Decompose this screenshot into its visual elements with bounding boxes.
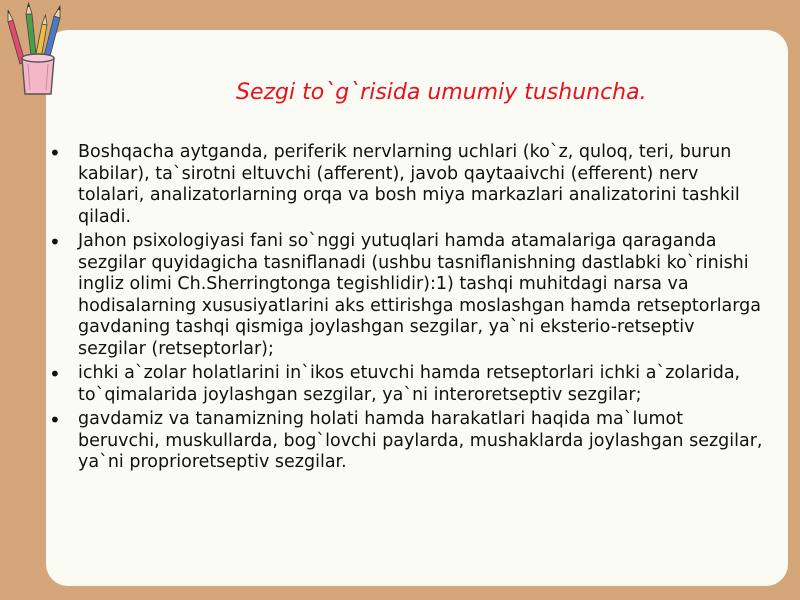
bullet-dot: • [49,362,61,386]
bullet-text: gavdamiz va tanamizning holati hamda harakatlari haqida ma`lumot beruvchi, muskullarda, bog`lovchi paylarda, mushaklarda joylashgan sezgilar, ya`ni proprioretseptiv sezgilar. [78,409,763,472]
bullet-list [46,142,766,477]
slide-title: Sezgi to`g`risida umumiy tushuncha. [236,80,647,105]
bullet-dot: • [49,141,61,165]
pencil-cup-icon [4,2,72,98]
bullet-text: Jahon psixologiyasi fani so`nggi yutuqlari hamda atamalariga qaraganda sezgilar quyidagicha tasniflanadi (ushbu tasniflanishning dastlabki ko`rinishi ingliz olimi Ch.Sherringtonga tegishlidir):1) tashqi muhitdagi narsa va hodisalarning xususiyatlarini aks ettirishga moslashgan hamda retseptorlarga gavdaning tashqi qismiga joylashgan sezgilar, ya`ni eksterio-retseptiv sezgilar (retseptorlar); [78,231,761,359]
bullet-dot: • [49,230,61,254]
bullet-item [46,409,766,474]
bullet-dot: • [49,408,61,432]
bullet-text: ichki a`zolar holatlarini in`ikos etuvchi hamda retseptorlari ichki a`zolarida, to`qimalarida joylashgan sezgilar, ya`ni interoretseptiv sezgilar; [78,363,741,405]
bullet-item [46,231,766,360]
bullet-item [46,363,766,406]
bullet-text: Boshqacha aytganda, periferik nervlarning uchlari (ko`z, quloq, teri, burun kabilar), ta`sirotni eltuvchi (afferent), javob qaytaaivchi (efferent) nerv tolalari, analizatorlarning orqa va bosh miya markazlari analizatorini tashkil qiladi. [78,142,740,227]
bullet-item [46,142,766,228]
